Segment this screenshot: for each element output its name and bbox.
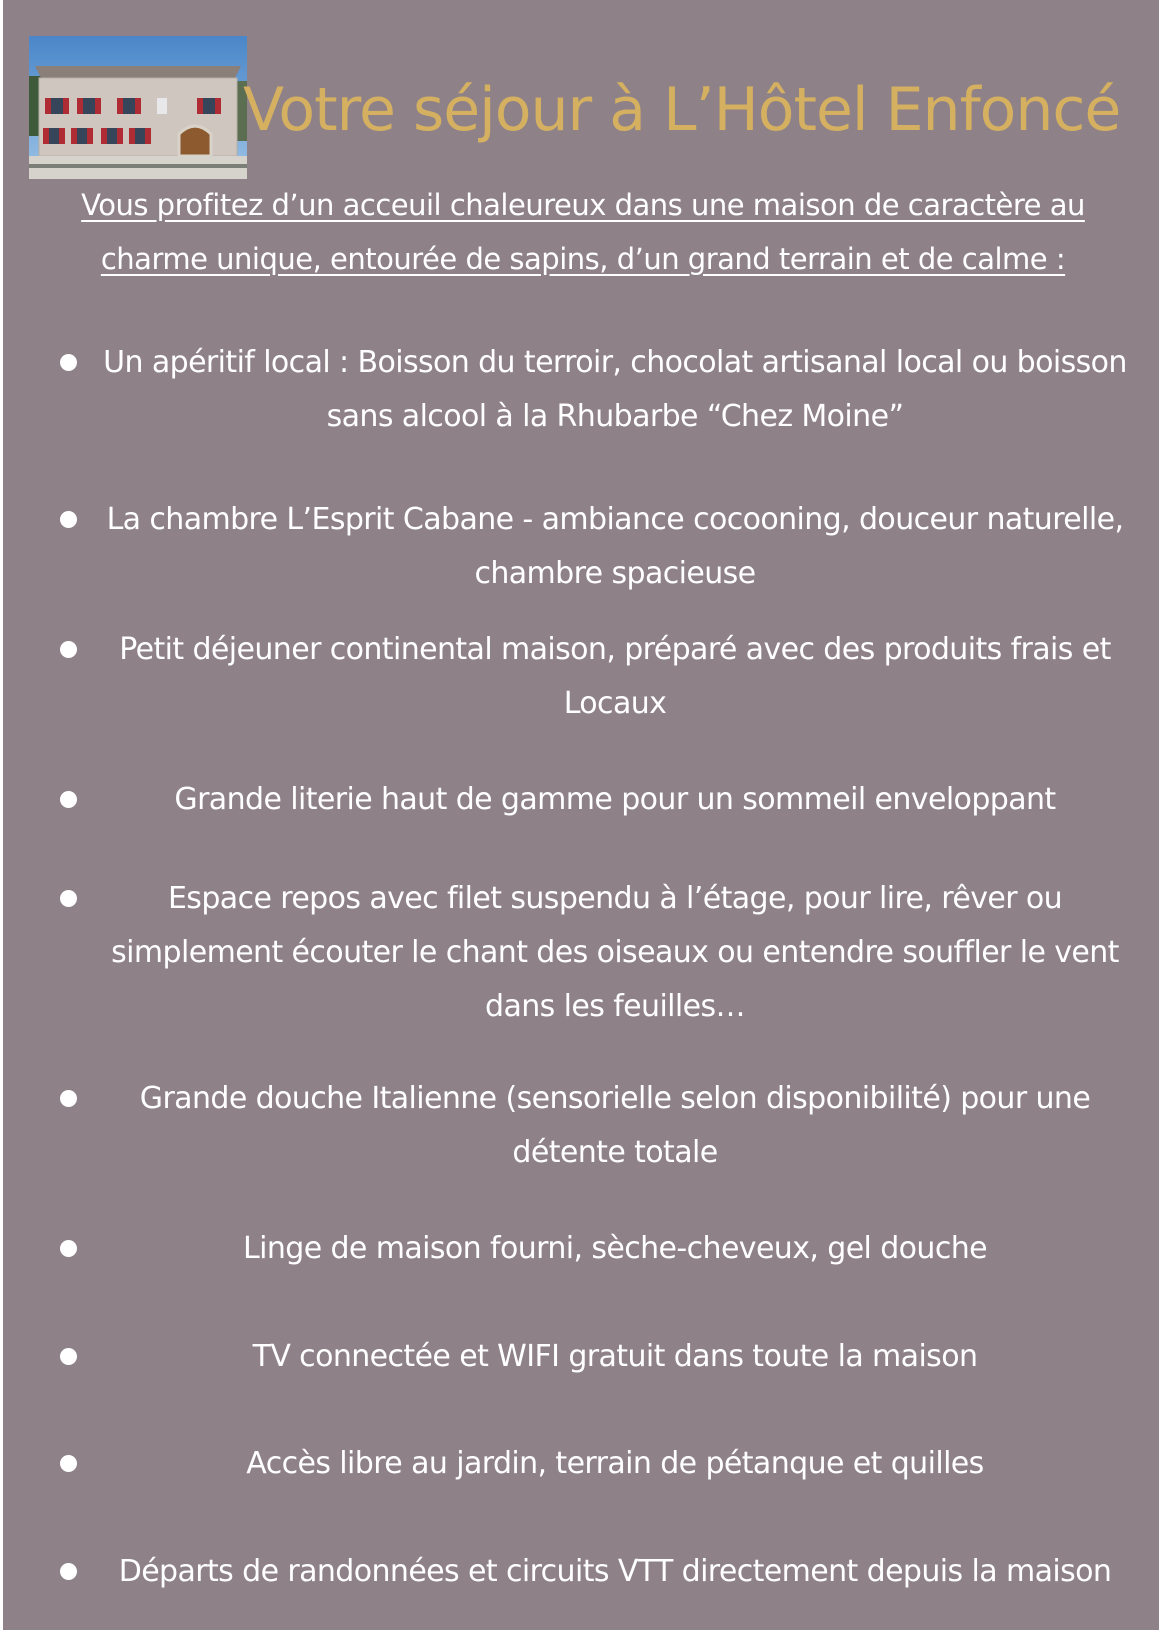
list-item-text: Linge de maison fourni, sèche-cheveux, gel douche — [242, 1231, 987, 1266]
list-item-text: La chambre L’Esprit Cabane - ambiance cocooning, douceur naturelle, chambre spacieuse — [106, 502, 1124, 591]
list-item-text: TV connectée et WIFI gratuit dans toute la maison — [252, 1339, 978, 1374]
list-item-text: Petit déjeuner continental maison, préparé avec des produits frais et Locaux — [119, 632, 1111, 721]
list-item-text: Grande literie haut de gamme pour un sommeil enveloppant — [174, 782, 1056, 817]
intro-text: Vous profitez d’un acceuil chaleureux dans une maison de caractère au charme unique, entourée de sapins, d’un grand terrain et de calme : — [81, 188, 1085, 276]
list-item-text: Espace repos avec filet suspendu à l’étage, pour lire, rêver ou simplement écouter le chant des oiseaux ou entendre souffler le vent dans les feuilles… — [111, 881, 1119, 1024]
list-item-text: Départs de randonnées et circuits VTT directement depuis la maison — [118, 1554, 1112, 1589]
bullet-icon — [60, 354, 77, 371]
list-item-text: Accès libre au jardin, terrain de pétanque et quilles — [246, 1446, 984, 1481]
bullet-icon — [60, 1240, 77, 1257]
bullet-icon — [60, 890, 77, 907]
page-title: Votre séjour à L’Hôtel Enfoncé — [243, 75, 1121, 145]
page — [3, 0, 1159, 1630]
bullet-icon — [60, 791, 77, 808]
house-photo-icon — [29, 36, 247, 179]
bullet-icon — [60, 1348, 77, 1365]
bullet-icon — [60, 1563, 77, 1580]
bullet-icon — [60, 1090, 77, 1107]
bullet-icon — [60, 511, 77, 528]
list-item-text: Un apéritif local : Boisson du terroir, chocolat artisanal local ou boisson sans alcool à la Rhubarbe “Chez Moine” — [103, 345, 1127, 434]
bullet-icon — [60, 1455, 77, 1472]
list-item-text: Grande douche Italienne (sensorielle selon disponibilité) pour une détente totale — [139, 1081, 1091, 1170]
bullet-icon — [60, 641, 77, 658]
